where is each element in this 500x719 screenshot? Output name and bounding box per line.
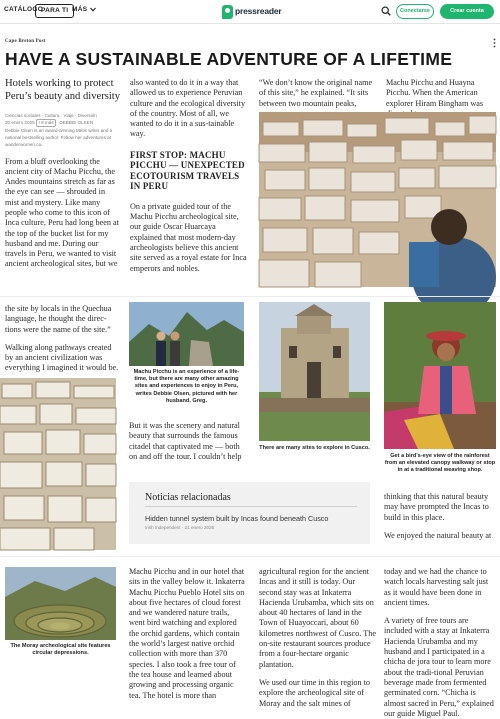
photo-caption: Get a bird’s-eye view of the rainforest from an elevated canopy walkway or stop in at a traditional weaving shop.	[384, 453, 496, 474]
article-paragraph: thinking that this natural beauty may have prompted the Incas to build in this place.	[384, 492, 489, 522]
article-paragraph: agricultural region for the ancient Incas and it still is today. Our second stay was at Inkaterra Hacienda Urubamba, which sits on about 40 hectares of land in the Town of Huayoccari, about 60 kilometres northwest of Cusco. The on-site restaurant sources produce from a four-hectare organic plantation.	[259, 567, 376, 669]
publication-name[interactable]: Cape Breton Post	[5, 39, 46, 44]
article-column-3-lower	[259, 567, 377, 709]
moray-image	[5, 567, 116, 640]
more-tags-badge[interactable]: +9 más	[36, 119, 56, 127]
weaver-caption-block	[384, 453, 496, 475]
article-date: 20 enero 2025	[5, 120, 35, 125]
article-paragraph: today and we had the chance to watch locals harvesting salt just as it would have been done in ancient times.	[384, 567, 489, 607]
photo-caption: There are many sites to explore in Cusco.	[259, 445, 370, 451]
photo-caption: The Moray archeological site features circular depressions.	[10, 643, 111, 657]
search-icon[interactable]	[381, 6, 391, 16]
nav-more-label: MÁS	[72, 6, 88, 13]
more-vertical-icon[interactable]	[493, 38, 496, 48]
nav-for-you-tab[interactable]: PARA TI	[35, 4, 74, 18]
article-paragraph: On a private guided tour of the Machu Picchu archeological site, our guide Oscar Huarcaya explained that most modern-day archeologists believe this ancient site served as a royal estate for Inca emperors and nobles.	[130, 201, 247, 273]
terraces-photo[interactable]	[0, 378, 116, 550]
create-account-button[interactable]: Crear cuenta	[440, 4, 494, 19]
section-divider	[0, 556, 500, 557]
article-paragraph: A variety of free tours are included with a stay at Inkaterra Hacienda Urubamba and my husband and I participated in a chicha de jora tour to learn more about the tradi-tional Peruvian beverage made from fermented germinated corn. “Chicha is almost sacred in Peru,” explained our guide Miguel Paul.	[384, 616, 494, 718]
article-paragraph: But it was the scenery and natural beauty that surrounds the famous citadel that captivated me — both on and off the tour. I couldn’t help	[129, 421, 242, 461]
related-article-source: Irish Independent · 21 enero 2025	[145, 525, 215, 530]
photo-caption: Machu Picchu is an experience of a life-time, but there are many other amazing sites and experiences to enjoy in Peru, writes Debbie Olsen, pictured with her husband, Greg.	[133, 369, 240, 404]
weaver-photo[interactable]	[384, 302, 496, 449]
article-column-4-middle	[384, 492, 496, 541]
nav-catalog-link[interactable]: CATÁLOGO	[4, 6, 44, 13]
article-column-4-lower	[384, 567, 496, 719]
article-paragraph: We enjoyed the natural beauty at	[384, 530, 492, 540]
article-column-1-middle	[5, 304, 121, 374]
couple-caption-block	[129, 369, 244, 405]
article-paragraph: We used our time in this region to explore the archeological site of Moray and the salt mines of	[259, 677, 370, 708]
related-article-link[interactable]: Hidden tunnel system built by Incas found beneath Cusco	[145, 514, 329, 523]
related-news-title: Noticias relacionadas	[145, 492, 231, 503]
article-paragraph: Machu Picchu and Huayna Picchu. When the American explorer Hiram Bingham was	[386, 78, 484, 108]
terraces-image	[0, 378, 116, 550]
top-navigation-bar	[0, 0, 500, 24]
related-news-card[interactable]	[129, 482, 370, 544]
article-paragraph: the site by locals in the Quechua language, he thought the direc-tions were the name of the site.”	[5, 304, 112, 334]
cusco-caption-block	[259, 445, 370, 452]
moray-photo[interactable]	[5, 567, 116, 640]
article-column-1	[5, 78, 121, 270]
related-divider	[145, 506, 357, 507]
couple-image	[129, 302, 244, 366]
article-column-3	[259, 78, 377, 109]
article-meta	[5, 112, 121, 148]
weaver-image	[384, 302, 496, 449]
article-column-2-middle	[129, 421, 247, 462]
article-column-2-lower	[129, 567, 247, 701]
salt-mines-photo[interactable]	[259, 112, 496, 287]
chevron-down-icon	[90, 7, 96, 12]
article-subheadline: Hotels working to protect Peru’s beauty and diversity	[5, 78, 121, 102]
article-author[interactable]: DEBBIE OLSEN	[59, 120, 94, 125]
moray-caption-block	[5, 643, 116, 657]
article-headline: HAVE A SUSTAINABLE ADVENTURE OF A LIFETIME	[5, 49, 453, 69]
salt-mines-image	[259, 112, 496, 287]
connect-button[interactable]: Conectarse	[396, 4, 434, 19]
article-categories[interactable]: Ciencias sociales · Cultura · Viaje · Diversión	[5, 113, 97, 118]
pressreader-logo-icon	[222, 5, 233, 19]
section-divider	[0, 296, 500, 297]
pressreader-logo[interactable]	[222, 4, 302, 20]
article-paragraph: also wanted to do it in a way that allowed us to experience Peruvian culture and the ecological diversity of the country. Most of all, we wanted to do it in a sus-tainable way.	[130, 78, 246, 139]
article-paragraph: Walking along pathways created by an ancient civilization was everything I imagined it would be.	[5, 342, 119, 373]
author-bio: Debbie Olsen is an award-winning Métis writer and a national bestselling author. Follow her adventures at wanderwomen.ca.	[5, 127, 113, 147]
article-paragraph: From a bluff overlooking the ancient city of Machu Picchu, the Andes mountains stretch as far as the eye can see — shrouded in mist and mystery. Like many people who come to this icon of Inca culture, Peru had long been at the top of the bucket list for my husband and me. During our travels in Peru, we wanted to visit ancient archeological sites, but we	[5, 156, 119, 269]
couple-machu-picchu-photo[interactable]	[129, 302, 244, 366]
article-paragraph: “We don’t know the original name of this site,” he explained. “It sits between two mountain peaks,	[259, 78, 373, 108]
logo-text: pressreader	[235, 6, 282, 16]
section-heading: FIRST STOP: MACHU PICCHU — UNEXPECTED ECOTOURISM TRAVELS IN PERU	[130, 149, 245, 192]
cusco-church-photo[interactable]	[259, 302, 370, 441]
article-column-2	[130, 78, 248, 274]
cusco-image	[259, 302, 370, 441]
nav-more-menu[interactable]	[72, 6, 96, 13]
article-paragraph: Machu Picchu and in our hotel that sits in the valley below it. Inkaterra Machu Picchu Pueblo Hotel sits on about five hectares of cloud forest and we wandered nature trails, went bird watching and explored the orchid gardens, which contain the world’s largest native orchid collection with more than 370 species. I also took a free tour of the tea house and learned about growing and processing organic tea. The hotel is more than	[129, 567, 245, 700]
